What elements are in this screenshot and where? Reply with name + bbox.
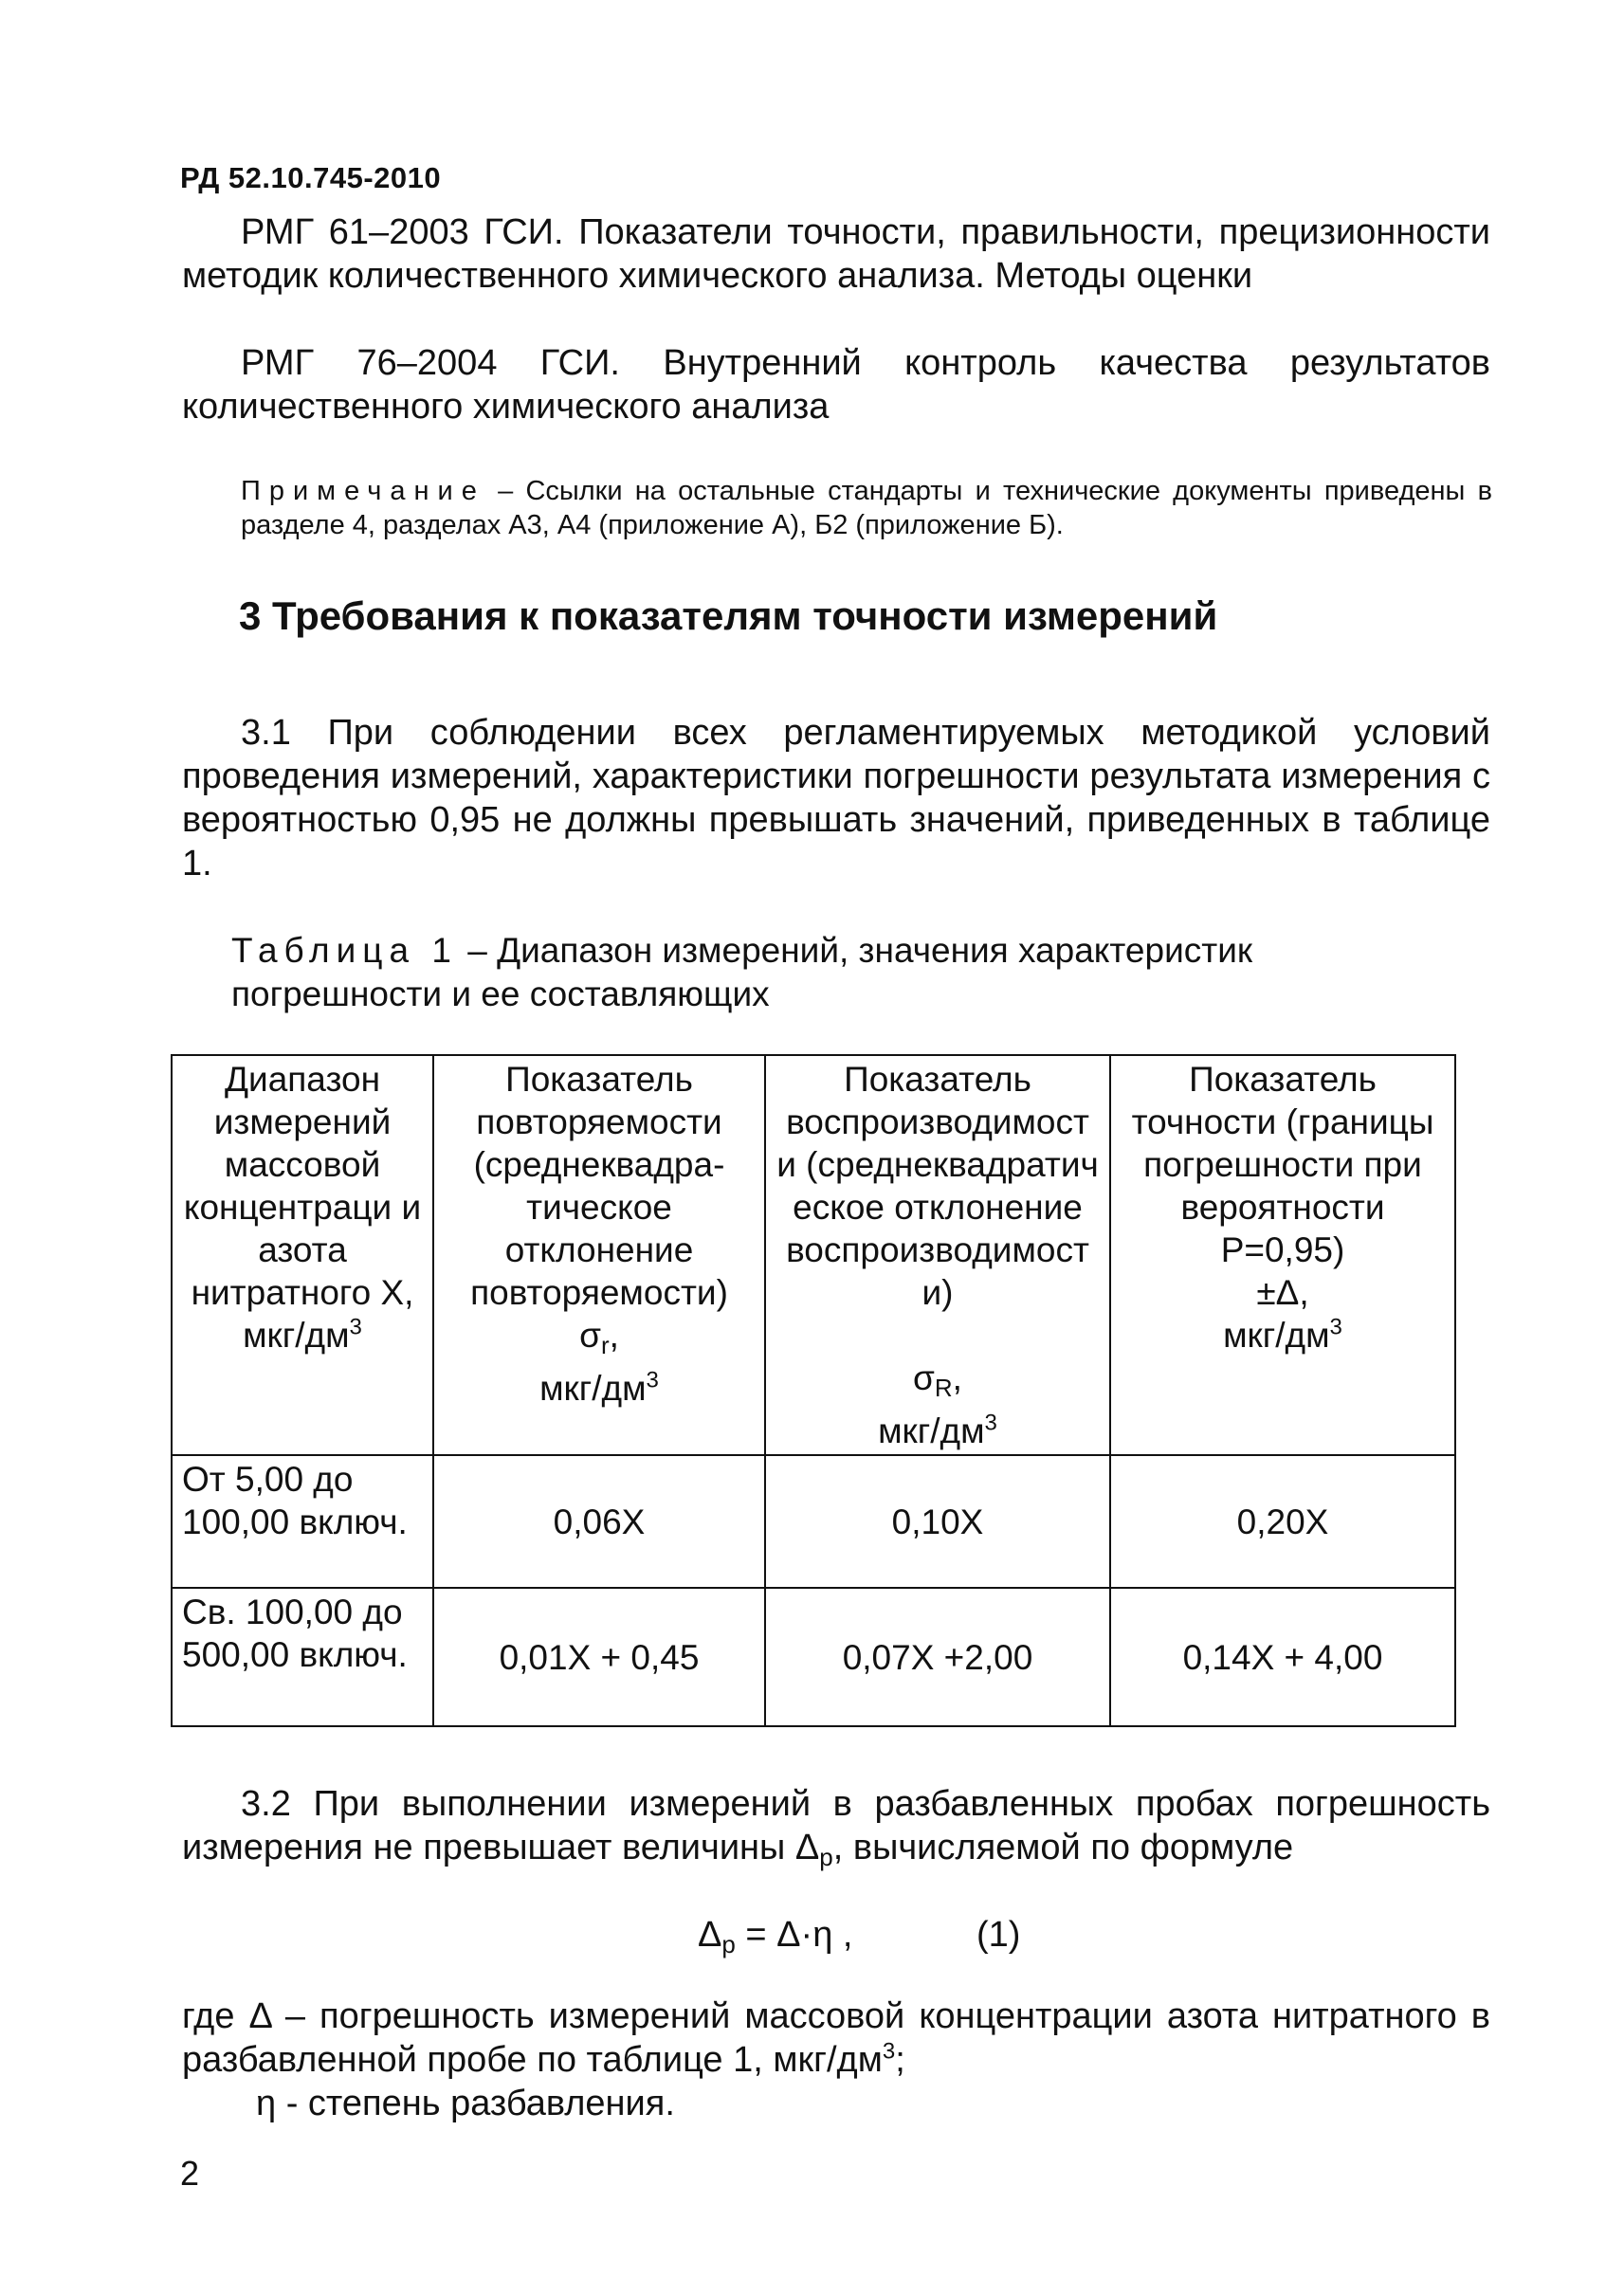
where-line-1-end: ; [895,2040,905,2080]
cell-accuracy: 0,20Х [1110,1455,1455,1588]
paragraph-3-2-text: 3.2 При выполнении измерений в разбавленных пробах погрешность измерения не превышает величины Δ [182,1784,1490,1867]
header-repeatability-sub: r [600,1331,610,1359]
table-caption [231,929,1369,1016]
paragraph-3-1: 3.1 При соблюдении всех регламентируемых методикой условий проведения измерений, характеристики погрешности результата измерения с вероятностью 0,95 не должны превышать значений, приведенных в таблице 1. [182,713,1490,883]
reference-rmg-61: РМГ 61–2003 ГСИ. Показатели точности, правильности, прецизионности методик количественного химического анализа. Методы оценки [182,212,1490,296]
paragraph-3-2 [182,1782,1490,1879]
unit-power: 3 [349,1314,362,1340]
section-title: 3 Требования к показателям точности измерений [239,593,1218,638]
paragraph-3-2-sub: р [819,1843,833,1871]
table-row [172,1455,1455,1588]
table-header-row [172,1055,1455,1455]
header-repeatability-symbol: σ [579,1316,601,1355]
header-reproducibility-symbol: σ [913,1358,935,1397]
table-row [172,1588,1455,1726]
table-caption-text: – Диапазон измерений, значения характеристик погрешности и ее составляющих [231,931,1253,1013]
header-accuracy-text: Показатель точности (границы погрешности при вероятности Р=0,95) [1131,1060,1434,1269]
header-reproducibility-text: Показатель воспроизводимост и (среднеквадратич еское отклонение воспроизводимост и) [776,1060,1099,1312]
where-clause [182,1994,1490,2125]
header-repeatability-unit: мкг/дм [539,1369,647,1408]
header-reproducibility-sub: R [934,1374,953,1402]
formula-1 [698,1915,1020,1959]
unit-power: 3 [1329,1314,1342,1340]
page-number: 2 [180,2154,200,2193]
header-accuracy-symbol: ±Δ, [1256,1273,1309,1312]
header-range [172,1055,433,1455]
header-range-unit: мкг/дм [243,1316,350,1355]
unit-power: 3 [646,1367,659,1393]
formula-number: (1) [976,1915,1021,1955]
where-power: 3 [882,2038,896,2065]
header-reproducibility: Показатель воспроизводимост и (среднеквадратич еское отклонение воспроизводимост и) $\sigma_R$, мкг/$дм^3$ [765,1055,1110,1455]
cell-repeatability: 0,06Х [433,1455,765,1588]
formula-lhs-sub: р [721,1930,736,1958]
header-repeatability: Показатель повторяемости (среднеквадра-тическое отклонение повторяемости) $\sigma_r$, мкг/$дм^3$ [433,1055,765,1455]
table-caption-label: Таблица 1 [231,931,458,970]
header-reproducibility-unit: мкг/дм [878,1412,985,1450]
note-label: Примечание [241,476,485,506]
cell-reproducibility: 0,07Х +2,00 [765,1588,1110,1726]
document-id: РД 52.10.745-2010 [180,161,442,194]
accuracy-table [171,1054,1456,1727]
note-text: – Ссылки на остальные стандарты и технические документы приведены в разделе 4, разделах А3, А4 (приложение А), Б2 (приложение Б). [241,476,1492,540]
cell-range: От 5,00 до 100,00 включ. [172,1455,433,1588]
unit-power: 3 [984,1410,997,1436]
cell-range: Св. 100,00 до 500,00 включ. [172,1588,433,1726]
header-repeatability-text: Показатель повторяемости (среднеквадра-тическое отклонение повторяемости) [470,1060,728,1312]
cell-accuracy: 0,14Х + 4,00 [1110,1588,1455,1726]
cell-reproducibility: 0,10Х [765,1455,1110,1588]
formula-lhs: Δ [698,1915,722,1955]
note [241,474,1492,542]
where-line-1: где Δ – погрешность измерений массовой концентрации азота нитратного в разбавленной пробе по таблице 1, мкг/дм [182,1996,1490,2080]
cell-repeatability: 0,01Х + 0,45 [433,1588,765,1726]
header-range-text: Диапазон измерений массовой концентраци и азота нитратного Х, [183,1060,422,1312]
formula-rhs: = Δ·η , [735,1915,853,1955]
where-line-2: η - степень разбавления. [256,2084,675,2123]
header-accuracy [1110,1055,1455,1455]
header-accuracy-unit: мкг/дм [1223,1316,1330,1355]
reference-rmg-76: РМГ 76–2004 ГСИ. Внутренний контроль качества результатов количественного химического анализа [182,343,1490,427]
paragraph-3-2-end: , вычисляемой по формуле [832,1828,1294,1867]
